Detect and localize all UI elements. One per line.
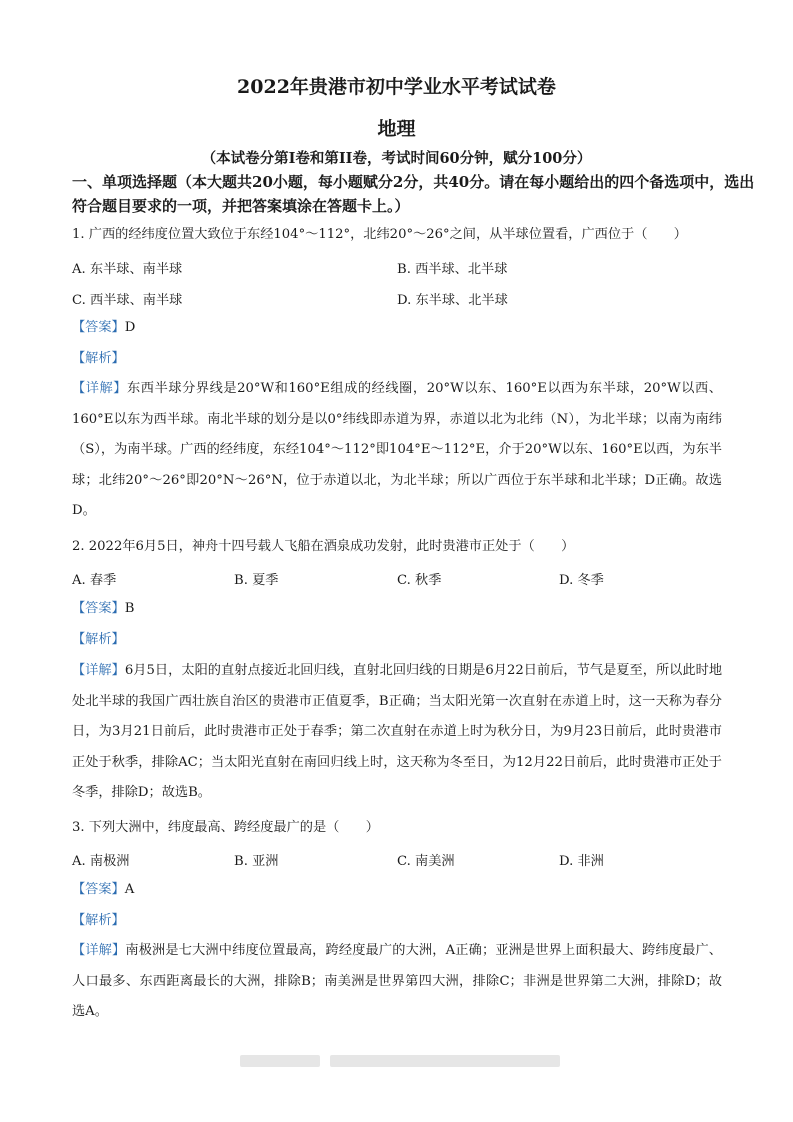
q1-option-b: B. 西半球、北半球	[397, 262, 508, 277]
q3-option-d: D. 非洲	[559, 854, 604, 869]
q2-answer-value: B	[124, 601, 135, 616]
q2-option-c: C. 秋季	[397, 573, 442, 588]
q1-option-a: A. 东半球、南半球	[72, 262, 183, 277]
q3-detail	[72, 936, 722, 1028]
q3-option-a: A. 南极洲	[72, 854, 130, 869]
q1-answer-row	[72, 319, 135, 337]
q2-option-a: A. 春季	[72, 573, 117, 588]
exam-note: （本试卷分第I卷和第II卷，考试时间60分钟，赋分100分）	[201, 150, 592, 167]
question-2-stem: 2. 2022年6月5日，神舟十四号载人飞船在酒泉成功发射，此时贵港市正处于（ ）	[72, 539, 575, 554]
q2-analysis-label: 【解析】	[72, 632, 125, 647]
q3-analysis-label: 【解析】	[72, 913, 125, 928]
q1-option-d: D. 东半球、北半球	[397, 293, 508, 308]
q1-option-c: C. 西半球、南半球	[72, 293, 183, 308]
q2-option-d: D. 冬季	[559, 573, 604, 588]
q1-analysis-label: 【解析】	[72, 351, 125, 366]
detail-label: 【详解】	[72, 943, 126, 958]
q1-answer-value: D	[124, 320, 136, 335]
q3-answer-row	[72, 881, 134, 899]
exam-title: 2022年贵港市初中学业水平考试试卷	[237, 76, 556, 98]
q2-answer-row	[72, 600, 134, 618]
footer-watermark-segment	[330, 1055, 560, 1067]
q3-answer-value: A	[124, 882, 135, 897]
q3-option-c: C. 南美洲	[397, 854, 455, 869]
q1-detail-text: 东西半球分界线是20°W和160°E组成的经线圈，20°W以东、160°E以西为东半球，20°W以西、160°E以东为西半球。南北半球的划分是以0°纬线即赤道为界，赤道以北为北纬（N），为北半球；以南为南纬（S），为南半球。广西的经纬度，东经104°～112°即104°E～112°E，介于20°W以东、160°E以西，为东半球；北纬20°～26°即20°N～26°N，位于赤道以北，为北半球；所以广西位于东半球和北半球；D正确。故选D。	[72, 381, 722, 518]
question-3-stem: 3. 下列大洲中，纬度最高、跨经度最广的是（ ）	[72, 820, 379, 835]
section-heading: 一、单项选择题（本大题共20小题，每小题赋分2分，共40分。请在每小题给出的四个备选项中，选出符合题目要求的一项，并把答案填涂在答题卡上。）	[72, 173, 755, 215]
question-1-stem: 1. 广西的经纬度位置大致位于东经104°～112°，北纬20°～26°之间，从半球位置看，广西位于（ ）	[72, 227, 687, 242]
q2-detail-text: 6月5日，太阳的直射点接近北回归线，直射北回归线的日期是6月22日前后，节气是夏至，所以此时地处北半球的我国广西壮族自治区的贵港市正值夏季，B正确；当太阳光第一次直射在赤道上时，这一天称为春分日，为3月21日前后，此时贵港市正处于春季；第二次直射在赤道上时为秋分日，为9月23日前后，此时贵港市正处于秋季，排除AC；当太阳光直射在南回归线上时，这天称为冬至日，为12月22日前后，此时贵港市正处于冬季，排除D；故选B。	[72, 663, 723, 800]
footer-watermark-segment	[240, 1055, 320, 1067]
detail-label: 【详解】	[72, 381, 128, 396]
answer-label: 【答案】	[72, 882, 125, 897]
q1-detail	[72, 374, 722, 527]
q3-option-b: B. 亚洲	[234, 854, 279, 869]
q3-detail-text: 南极洲是七大洲中纬度位置最高，跨经度最广的大洲，A正确；亚洲是世界上面积最大、跨纬度最广、人口最多、东西距离最长的大洲，排除B；南美洲是世界第四大洲，排除C；非洲是世界第二大洲，排除D；故选A。	[72, 943, 722, 1019]
q2-detail	[72, 656, 722, 809]
subject-title: 地理	[377, 118, 416, 140]
answer-label: 【答案】	[72, 601, 125, 616]
answer-label: 【答案】	[72, 320, 125, 335]
detail-label: 【详解】	[72, 663, 125, 678]
q2-option-b: B. 夏季	[234, 573, 279, 588]
